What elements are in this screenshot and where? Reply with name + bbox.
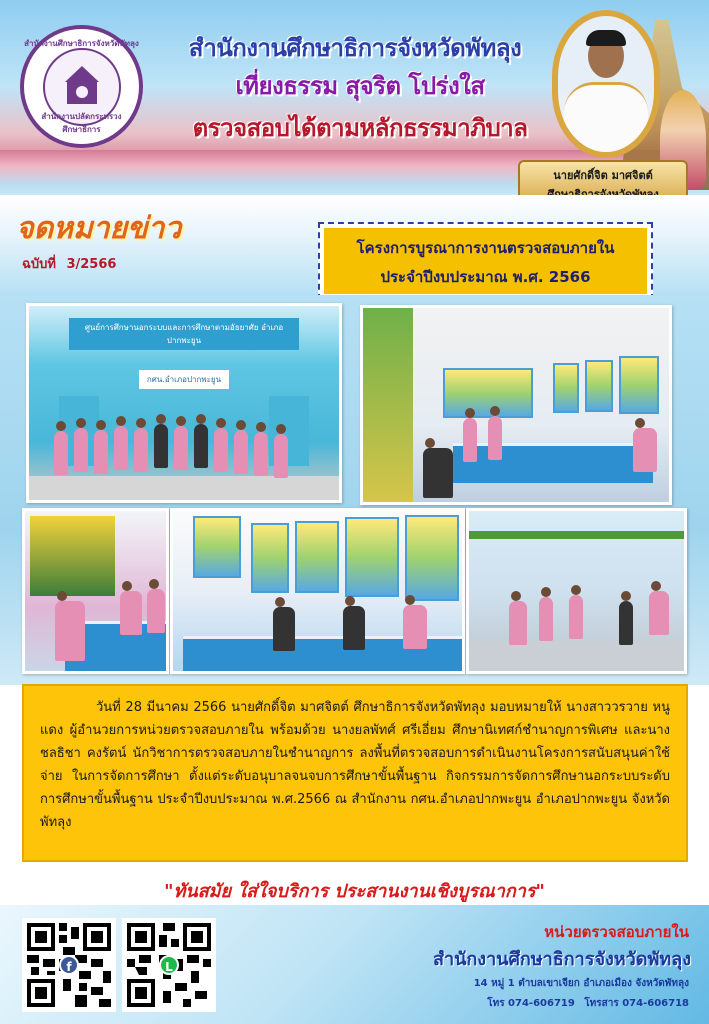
wall-poster — [345, 517, 399, 597]
person — [569, 595, 583, 639]
person — [273, 607, 295, 651]
person — [194, 424, 208, 468]
photo-meeting-room — [360, 305, 672, 505]
wall-poster — [295, 521, 339, 593]
footer-phone: โทร 074-606719 — [487, 998, 575, 1009]
qr-code-line[interactable] — [122, 918, 216, 1012]
footer-address: 14 หมู่ 1 ตำบลเขาเจียก อำเภอเมือง จังหวัดพัทลุง — [473, 978, 689, 989]
person — [55, 601, 85, 661]
person-name: นายศักดิ์จิต มาศจิตต์ — [553, 169, 653, 182]
person — [54, 431, 68, 475]
floor — [469, 641, 687, 674]
office-title: สำนักงานศึกษาธิการจังหวัดพัทลุง — [188, 34, 522, 62]
issue-number — [22, 253, 116, 274]
person — [114, 426, 128, 470]
wall-poster — [193, 516, 241, 578]
wall-poster — [405, 515, 459, 601]
photo-interview-left — [22, 508, 169, 674]
person — [619, 601, 633, 645]
director-portrait — [552, 10, 660, 158]
person — [274, 434, 288, 478]
office-seal-logo — [20, 25, 143, 148]
person — [134, 428, 148, 472]
wall-poster — [619, 356, 659, 414]
footer-contact — [481, 996, 689, 1011]
person — [174, 426, 188, 470]
project-title-box — [318, 222, 653, 300]
person — [649, 591, 669, 635]
person — [154, 424, 168, 468]
person — [343, 606, 365, 650]
footer-unit: หน่วยตรวจสอบภายใน — [544, 923, 689, 941]
wall-poster — [553, 363, 579, 413]
building-sign-small: กศน.อำเภอปากพะยูน — [139, 370, 229, 389]
footer-fax: โทรสาร 074-606718 — [584, 998, 689, 1009]
person — [254, 432, 268, 476]
qr-code-facebook[interactable] — [22, 918, 116, 1012]
news-body-text: วันที่ 28 มีนาคม 2566 นายศักดิ์จิต มาศจิตต์ ศึกษาธิการจังหวัดพัทลุง มอบหมายให้ นางสาววรวาย หนูแดง ผู้อำนวยการหน่วยตรวจสอบภายใน พร้อมด้วย นางยลพัทศ์ ศรีเอี่ยม ศึกษานิเทศก์ชำนาญการพิเศษ และนางชลธิชา คงรัตน์ นักวิชาการตรวจสอบภายในชำนาญการ ลงพื้นที่ตรวจสอบการดำเนินงานโครงการสนับสนุนค่าใช้จ่าย ในการจัดการศึกษา ตั้งแต่ระดับอนุบาลจนจบการศึกษาขั้นพื้นฐาน กิจกรรมการจัดการศึกษานอกระบบระดับการศึกษาขั้นพื้นฐาน ประจำปีงบประมาณ พ.ศ.2566 ณ สำนักงาน กศน.อำเภอปากพะยูน อำเภอปากพะยูน จังหวัดพัทลุง — [40, 700, 670, 830]
person — [423, 448, 453, 498]
line-app-icon: L — [159, 955, 179, 975]
person — [509, 601, 527, 645]
person — [74, 428, 88, 472]
person — [120, 591, 142, 635]
meeting-table — [453, 443, 653, 483]
roof-edge — [469, 531, 687, 539]
steps — [29, 476, 342, 503]
wall-poster — [30, 516, 115, 596]
person — [94, 430, 108, 474]
wall-poster — [585, 360, 613, 412]
wall-poster — [251, 523, 289, 593]
building-sign: ศูนย์การศึกษานอกระบบและการศึกษาตามอัธยาศัย อำเภอปากพะยูน — [69, 318, 299, 350]
wall-poster — [443, 368, 533, 418]
person — [488, 416, 502, 460]
photo-outdoor-group — [466, 508, 687, 674]
photo-document-review — [170, 508, 465, 674]
issue-label: ฉบับที่ — [22, 257, 56, 272]
person — [463, 418, 477, 462]
person — [633, 428, 657, 472]
wall-poster — [363, 308, 413, 505]
slogan: "ทันสมัย ใส่ใจบริการ ประสานงานเชิงบูรณาการ" — [164, 881, 545, 902]
project-title-line2: ประจำปีงบประมาณ พ.ศ. 2566 — [380, 268, 591, 286]
project-title-line1: โครงการบูรณาการงานตรวจสอบภายใน — [356, 239, 615, 257]
footer-office: สำนักงานศึกษาธิการจังหวัดพัทลุง — [432, 949, 691, 970]
news-body-box — [22, 684, 688, 862]
person — [214, 428, 228, 472]
seal-text-bottom: สำนักงานปลัดกระทรวงศึกษาธิการ — [41, 112, 122, 134]
photo-building-group — [26, 303, 342, 503]
newsletter-title: จดหมายข่าว — [16, 211, 182, 246]
issue-value: 3/2566 — [66, 257, 117, 272]
motto: เที่ยงธรรม สุจริต โปร่งใส — [235, 72, 485, 100]
person — [539, 597, 553, 641]
seal-text-top: สำนักงานศึกษาธิการจังหวัดพัทลุง — [24, 39, 139, 48]
header-subtitle: ตรวจสอบได้ตามหลักธรรมาภิบาล — [192, 114, 528, 142]
person — [234, 430, 248, 474]
facebook-icon: f — [59, 955, 79, 975]
person — [403, 605, 427, 649]
person — [147, 589, 165, 633]
